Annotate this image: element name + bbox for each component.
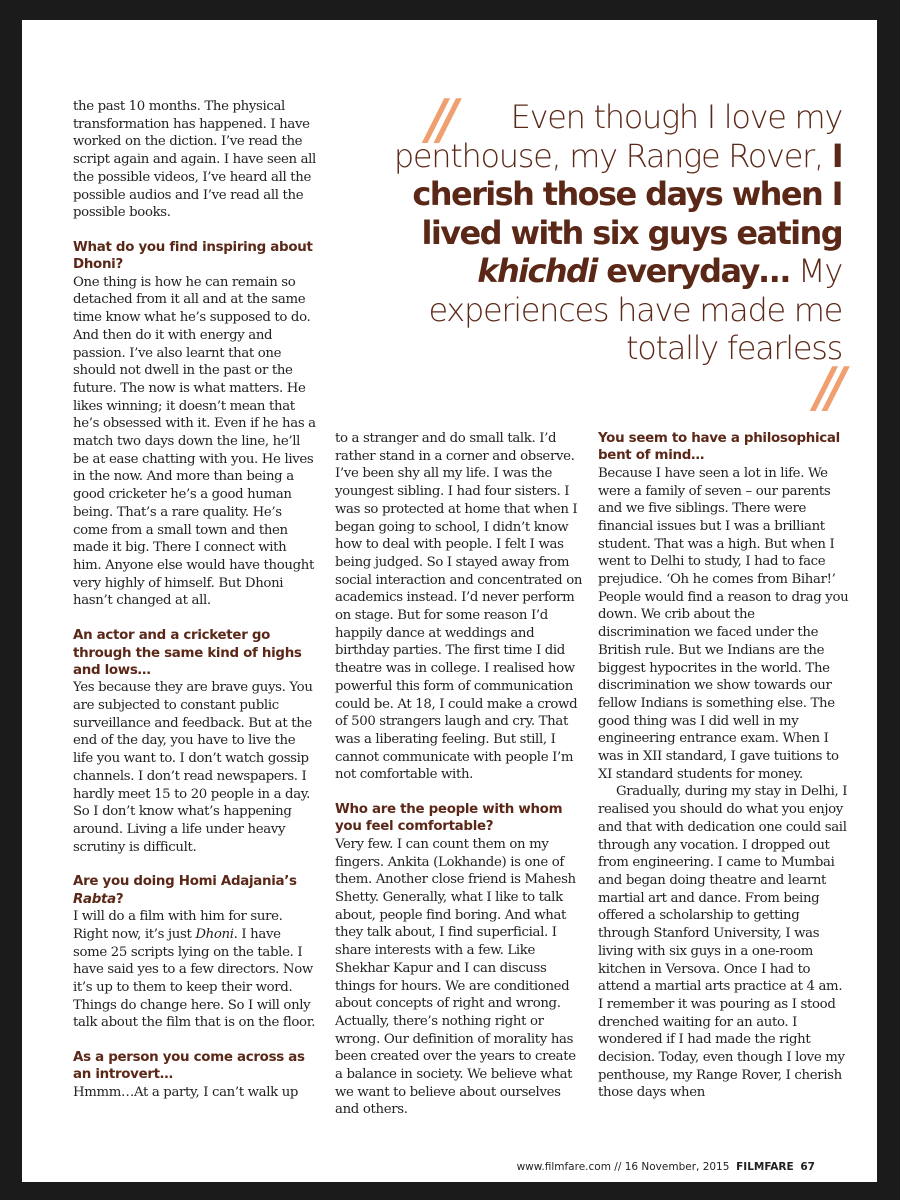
- pull-quote-bold-italic: khichdi: [477, 252, 597, 290]
- question-heading: As a person you come across as an introvert…: [73, 1050, 305, 1083]
- question-heading: What do you find inspiring about Dhoni?: [73, 239, 313, 273]
- pull-quote: [372, 87, 842, 368]
- page-footer: www.filmfare.com // 16 November, 2015 FILMFARE 67: [516, 1161, 815, 1173]
- article-column-3: [598, 430, 850, 1102]
- article-column-1: [73, 98, 318, 1102]
- paragraph: Very few. I can count them on my fingers. Ankita (Lokhande) is one of them. Another close friend is Mahesh Shetty. Generally, what I like to talk about, people find boring. And what they talk about, I find superficial. I share interests with a few. Like Shekhar Kapur and I can discuss things for hours. We are conditioned about concepts of right and wrong. Actually, there’s nothing right or wrong. Our definition of morality has been created over the years to create a balance in society. We believe what we want to believe about ourselves and others.: [335, 836, 576, 1118]
- footer-date: 16 November, 2015: [624, 1161, 730, 1173]
- pull-quote-regular-2: My experiences have made me totally fearless: [428, 252, 842, 367]
- question-heading: An actor and a cricketer go through the same kind of highs and lows…: [73, 628, 302, 678]
- open-quote-icon: //: [426, 87, 450, 151]
- question-heading: Are you doing Homi Adajania’s Rabta?: [73, 874, 297, 907]
- paragraph: Because I have seen a lot in life. We were a family of seven – our parents and we five siblings. There were financial issues but I was a brilliant student. That was a high. But when I went to Delhi to study, I had to face prejudice. ‘Oh he comes from Bihar!’ People would find a reason to drag you down. We crib about the discrimination we faced under the British rule. But we Indians are the biggest hypocrites in the world. The discrimination we show towards our fellow Indians is something else. The good thing was I did well in my engineering entrance exam. When I was in XII standard, I gave tuitions to XI standard students for money.: [598, 465, 849, 782]
- magazine-page: [22, 20, 877, 1182]
- pull-quote-regular-1: Even though I love my penthouse, my Range Rover,: [393, 98, 842, 175]
- paragraph: to a stranger and do small talk. I’d rather stand in a corner and observe. I’ve been shy all my life. I was the youngest sibling. I had four sisters. I was so protected at home that when I began going to school, I didn’t know how to deal with people. I felt I was being judged. So I stayed away from social interaction and concentrated on academics instead. I’d never perform on stage. But for some reason I’d happily dance at weddings and birthday parties. The first time I did theatre was in college. I realised how powerful this form of communication could be. At 18, I could make a crowd of 500 strangers laugh and cry. That was a liberating feeling. But still, I cannot communicate with people I’m not comfortable with.: [335, 431, 583, 783]
- close-quote-icon: //: [814, 355, 838, 419]
- pull-quote-bold-2: everyday…: [596, 252, 790, 290]
- question-heading: Who are the people with whom you feel comfortable?: [335, 802, 563, 835]
- paragraph: I will do a film with him for sure. Right now, it’s just Dhoni. I have some 25 scripts lying on the table. I have said yes to a few directors. Now it’s up to them to keep their word. Things do change here. So I will only talk about the film that is on the floor.: [73, 909, 316, 1031]
- pull-quote-bold-1: I cherish those days when I lived with six guys eating: [412, 136, 842, 252]
- footer-brand: FILMFARE: [736, 1161, 794, 1173]
- article-column-2: [335, 430, 585, 1119]
- page-number: 67: [800, 1161, 815, 1173]
- paragraph: One thing is how he can remain so detached from it all and at the same time know what he’s supposed to do. And then do it with energy and passion. I’ve also learnt that one should not dwell in the past or the future. The now is what matters. He likes winning; it doesn’t mean that he’s obsessed with it. Even if he has a match two days down the line, he’ll be at ease chatting with you. He lives in the now. And more than being a good cricketer he’s a good human being. That’s a rare quality. He’s come from a small town and then made it big. There I connect with him. Anyone else would have thought very highly of himself. But Dhoni hasn’t changed at all.: [73, 274, 316, 609]
- paragraph: the past 10 months. The physical transformation has happened. I have worked on the diction. I’ve read the script again and again. I have seen all the possible videos, I’ve heard all the possible audios and I’ve read all the possible books.: [73, 99, 316, 221]
- question-heading: You seem to have a philosophical bent of mind…: [598, 431, 840, 464]
- paragraph: Hmmm…At a party, I can’t walk up: [73, 1084, 299, 1100]
- paragraph: Yes because they are brave guys. You are subjected to constant public surveillance and feedback. But at the end of the day, you have to live the life you want to. I don’t watch gossip channels. I don’t read newspapers. I hardly meet 15 to 20 people in a day. So I don’t know what’s happening around. Living a life under heavy scrutiny is difficult.: [73, 680, 313, 855]
- paragraph: Gradually, during my stay in Delhi, I realised you should do what you enjoy and that with dedication one could sail through any vocation. I dropped out from engineering. I came to Mumbai and began doing theatre and learnt martial art and dance. From being offered a scholarship to getting through Stanford University, I was living with six guys in a one-room kitchen in Versova. Once I had to attend a martial arts practice at 4 am. I remember it was pouring as I stood drenched waiting for an auto. I wondered if I had made the right decision. Today, even though I love my penthouse, my Range Rover, I cherish those days when: [598, 784, 848, 1101]
- footer-url: www.filmfare.com: [516, 1161, 611, 1173]
